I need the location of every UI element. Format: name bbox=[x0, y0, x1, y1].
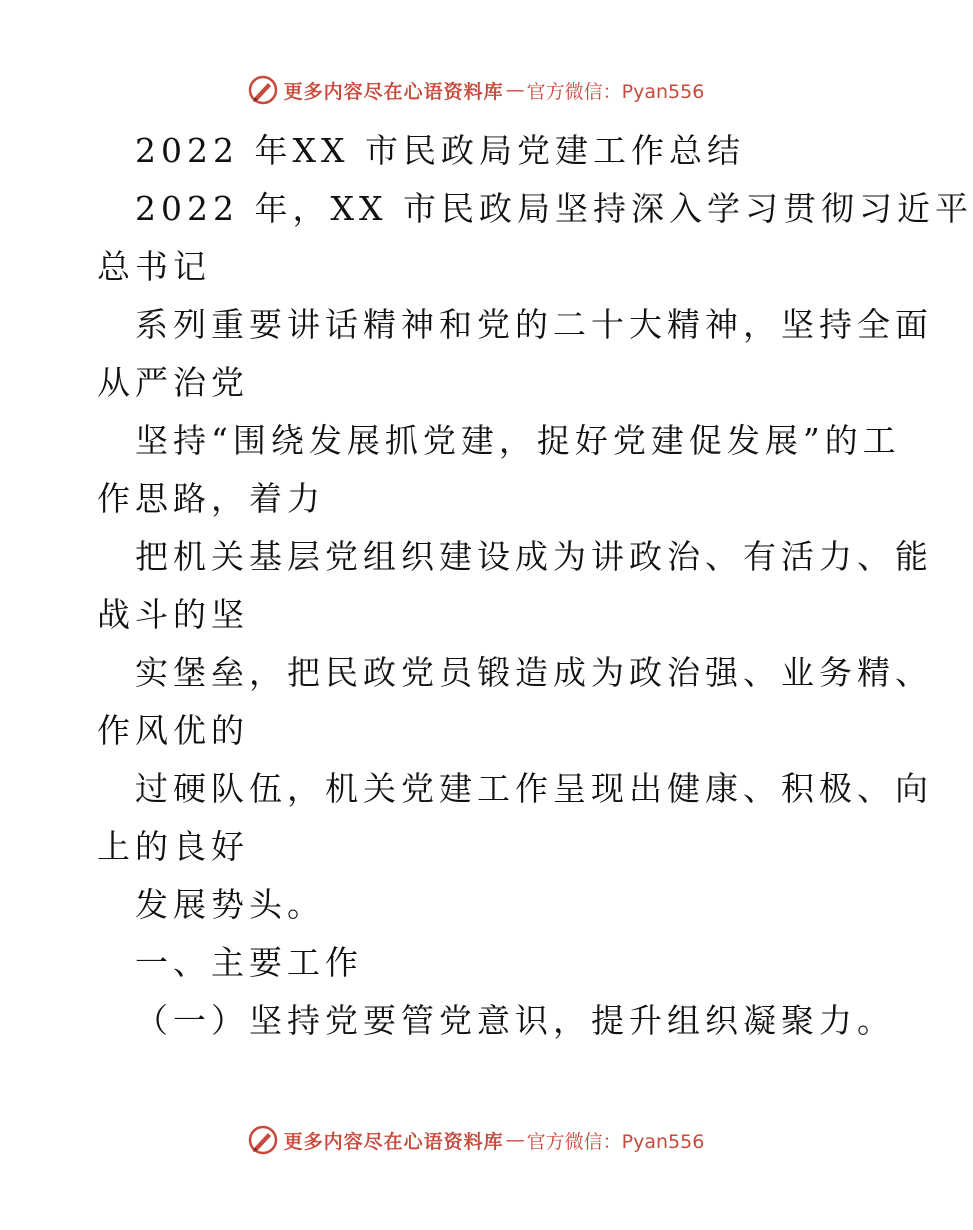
document-line: 从严治党 bbox=[97, 363, 249, 402]
document-line: 上的良好 bbox=[97, 827, 249, 866]
watermark-wechat: 官方微信：Pyan556 bbox=[526, 1130, 705, 1153]
document-line: 发展势头。 bbox=[135, 885, 325, 924]
pen-logo-icon bbox=[246, 73, 280, 107]
document-line: 把机关基层党组织建设成为讲政治、有活力、能 bbox=[135, 537, 933, 576]
watermark-footer bbox=[0, 1120, 950, 1160]
document-line: 作风优的 bbox=[97, 711, 249, 750]
document-line: （一）坚持党要管党意识，提升组织凝聚力。 bbox=[135, 1001, 895, 1040]
watermark-text: 更多内容尽在心语资料库 bbox=[283, 1130, 504, 1153]
watermark-dash: — bbox=[505, 79, 525, 101]
watermark-wechat: 官方微信：Pyan556 bbox=[526, 80, 705, 103]
document-line: 坚持“围绕发展抓党建，捉好党建促发展”的工 bbox=[135, 421, 901, 460]
document-line: 2022 年XX 市民政局党建工作总结 bbox=[135, 131, 745, 170]
document-line: 2022 年，XX 市民政局坚持深入学习贯彻习近平 bbox=[135, 189, 973, 228]
document-line: 实堡垒，把民政党员锻造成为政治强、业务精、 bbox=[135, 653, 933, 692]
document-line: 一、主要工作 bbox=[135, 943, 363, 982]
watermark-text: 更多内容尽在心语资料库 bbox=[283, 80, 504, 103]
document-body bbox=[97, 122, 973, 1050]
document-line: 系列重要讲话精神和党的二十大精神，坚持全面 bbox=[135, 305, 933, 344]
watermark-header bbox=[0, 70, 950, 110]
document-line: 战斗的坚 bbox=[97, 595, 249, 634]
document-line: 总书记 bbox=[97, 247, 211, 286]
document-line: 过硬队伍，机关党建工作呈现出健康、积极、向 bbox=[135, 769, 933, 808]
pen-logo-icon bbox=[246, 1123, 280, 1157]
document-line: 作思路，着力 bbox=[97, 479, 325, 518]
watermark-dash: — bbox=[505, 1129, 525, 1151]
